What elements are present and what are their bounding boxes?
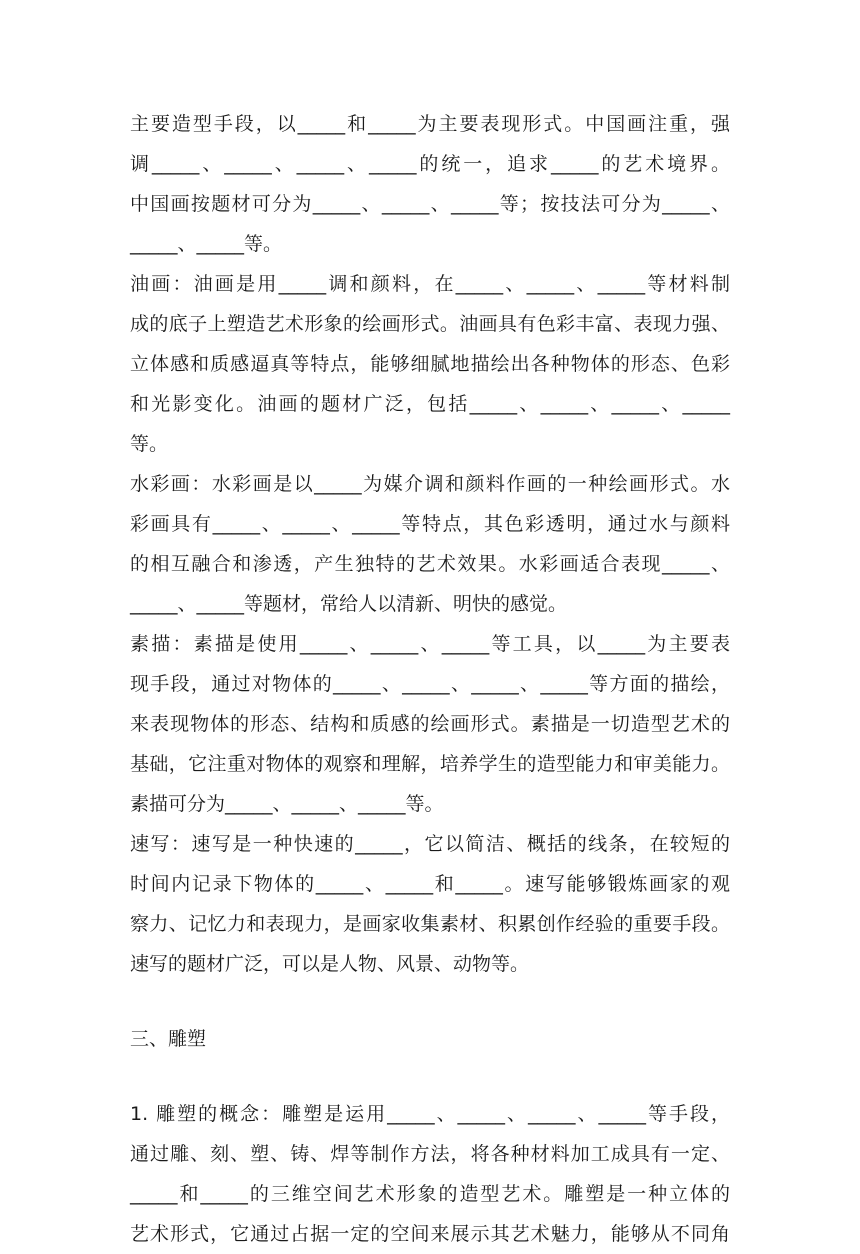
paragraph-sketch xyxy=(130,624,730,824)
text-line: 时间内记录下物体的_____、_____和_____。速写能够锻炼画家的观 xyxy=(130,873,730,895)
text-line: 素描：素描是使用_____、_____、_____等工具，以_____为主要表 xyxy=(130,633,730,655)
text-line: 基础，它注重对物体的观察和理解，培养学生的造型能力和审美能力。 xyxy=(130,753,730,775)
spacer xyxy=(130,1059,730,1094)
document-page xyxy=(130,104,730,1254)
text-line: 水彩画：水彩画是以_____为媒介调和颜料作画的一种绘画形式。水 xyxy=(130,473,730,495)
text-line: 油画：油画是用_____调和颜料，在_____、_____、_____等材料制 xyxy=(130,273,730,295)
text-line: 等。 xyxy=(130,433,169,455)
text-line: 速写的题材广泛，可以是人物、风景、动物等。 xyxy=(130,953,530,975)
text-line: 立体感和质感逼真等特点，能够细腻地描绘出各种物体的形态、色彩 xyxy=(130,353,730,375)
spacer xyxy=(130,984,730,1019)
text-line: _____、_____等。 xyxy=(130,233,283,255)
text-line: 素描可分为_____、_____、_____等。 xyxy=(130,793,444,815)
text-line: 中国画按题材可分为_____、_____、_____等；按技法可分为_____、 xyxy=(130,193,730,215)
text-line: 通过雕、刻、塑、铸、焊等制作方法，将各种材料加工成具有一定、 xyxy=(130,1143,730,1165)
paragraph-quick-sketch xyxy=(130,824,730,984)
section-heading: 三、雕塑 xyxy=(130,1028,207,1050)
text-line: 彩画具有_____、_____、_____等特点，其色彩透明，通过水与颜料 xyxy=(130,513,730,535)
text-line: 调_____、_____、_____、_____的统一，追求_____的艺术境界。 xyxy=(130,153,730,175)
text-line: _____和_____的三维空间艺术形象的造型艺术。雕塑是一种立体的 xyxy=(130,1183,730,1205)
text-line: 察力、记忆力和表现力，是画家收集素材、积累创作经验的重要手段。 xyxy=(130,913,730,935)
text-line: 现手段，通过对物体的_____、_____、_____、_____等方面的描绘， xyxy=(130,673,730,695)
paragraph-sculpture-concept xyxy=(130,1094,730,1254)
paragraph-oil-painting xyxy=(130,264,730,464)
text-line: 主要造型手段，以_____和_____为主要表现形式。中国画注重，强 xyxy=(130,113,730,135)
paragraph-chinese-painting xyxy=(130,104,730,264)
text-line: _____、_____等题材，常给人以清新、明快的感觉。 xyxy=(130,593,568,615)
text-line: 1. 雕塑的概念：雕塑是运用_____、_____、_____、_____等手段， xyxy=(130,1103,730,1125)
text-line: 来表现物体的形态、结构和质感的绘画形式。素描是一切造型艺术的 xyxy=(130,713,730,735)
text-line: 速写：速写是一种快速的_____，它以简洁、概括的线条，在较短的 xyxy=(130,833,730,855)
text-line: 和光影变化。油画的题材广泛，包括_____、_____、_____、_____ xyxy=(130,393,730,415)
text-line: 成的底子上塑造艺术形象的绘画形式。油画具有色彩丰富、表现力强、 xyxy=(130,313,730,335)
paragraph-watercolor xyxy=(130,464,730,624)
text-line: 艺术形式，它通过占据一定的空间来展示其艺术魅力，能够从不同角 xyxy=(130,1223,730,1245)
text-line: 的相互融合和渗透，产生独特的艺术效果。水彩画适合表现_____、 xyxy=(130,553,730,575)
